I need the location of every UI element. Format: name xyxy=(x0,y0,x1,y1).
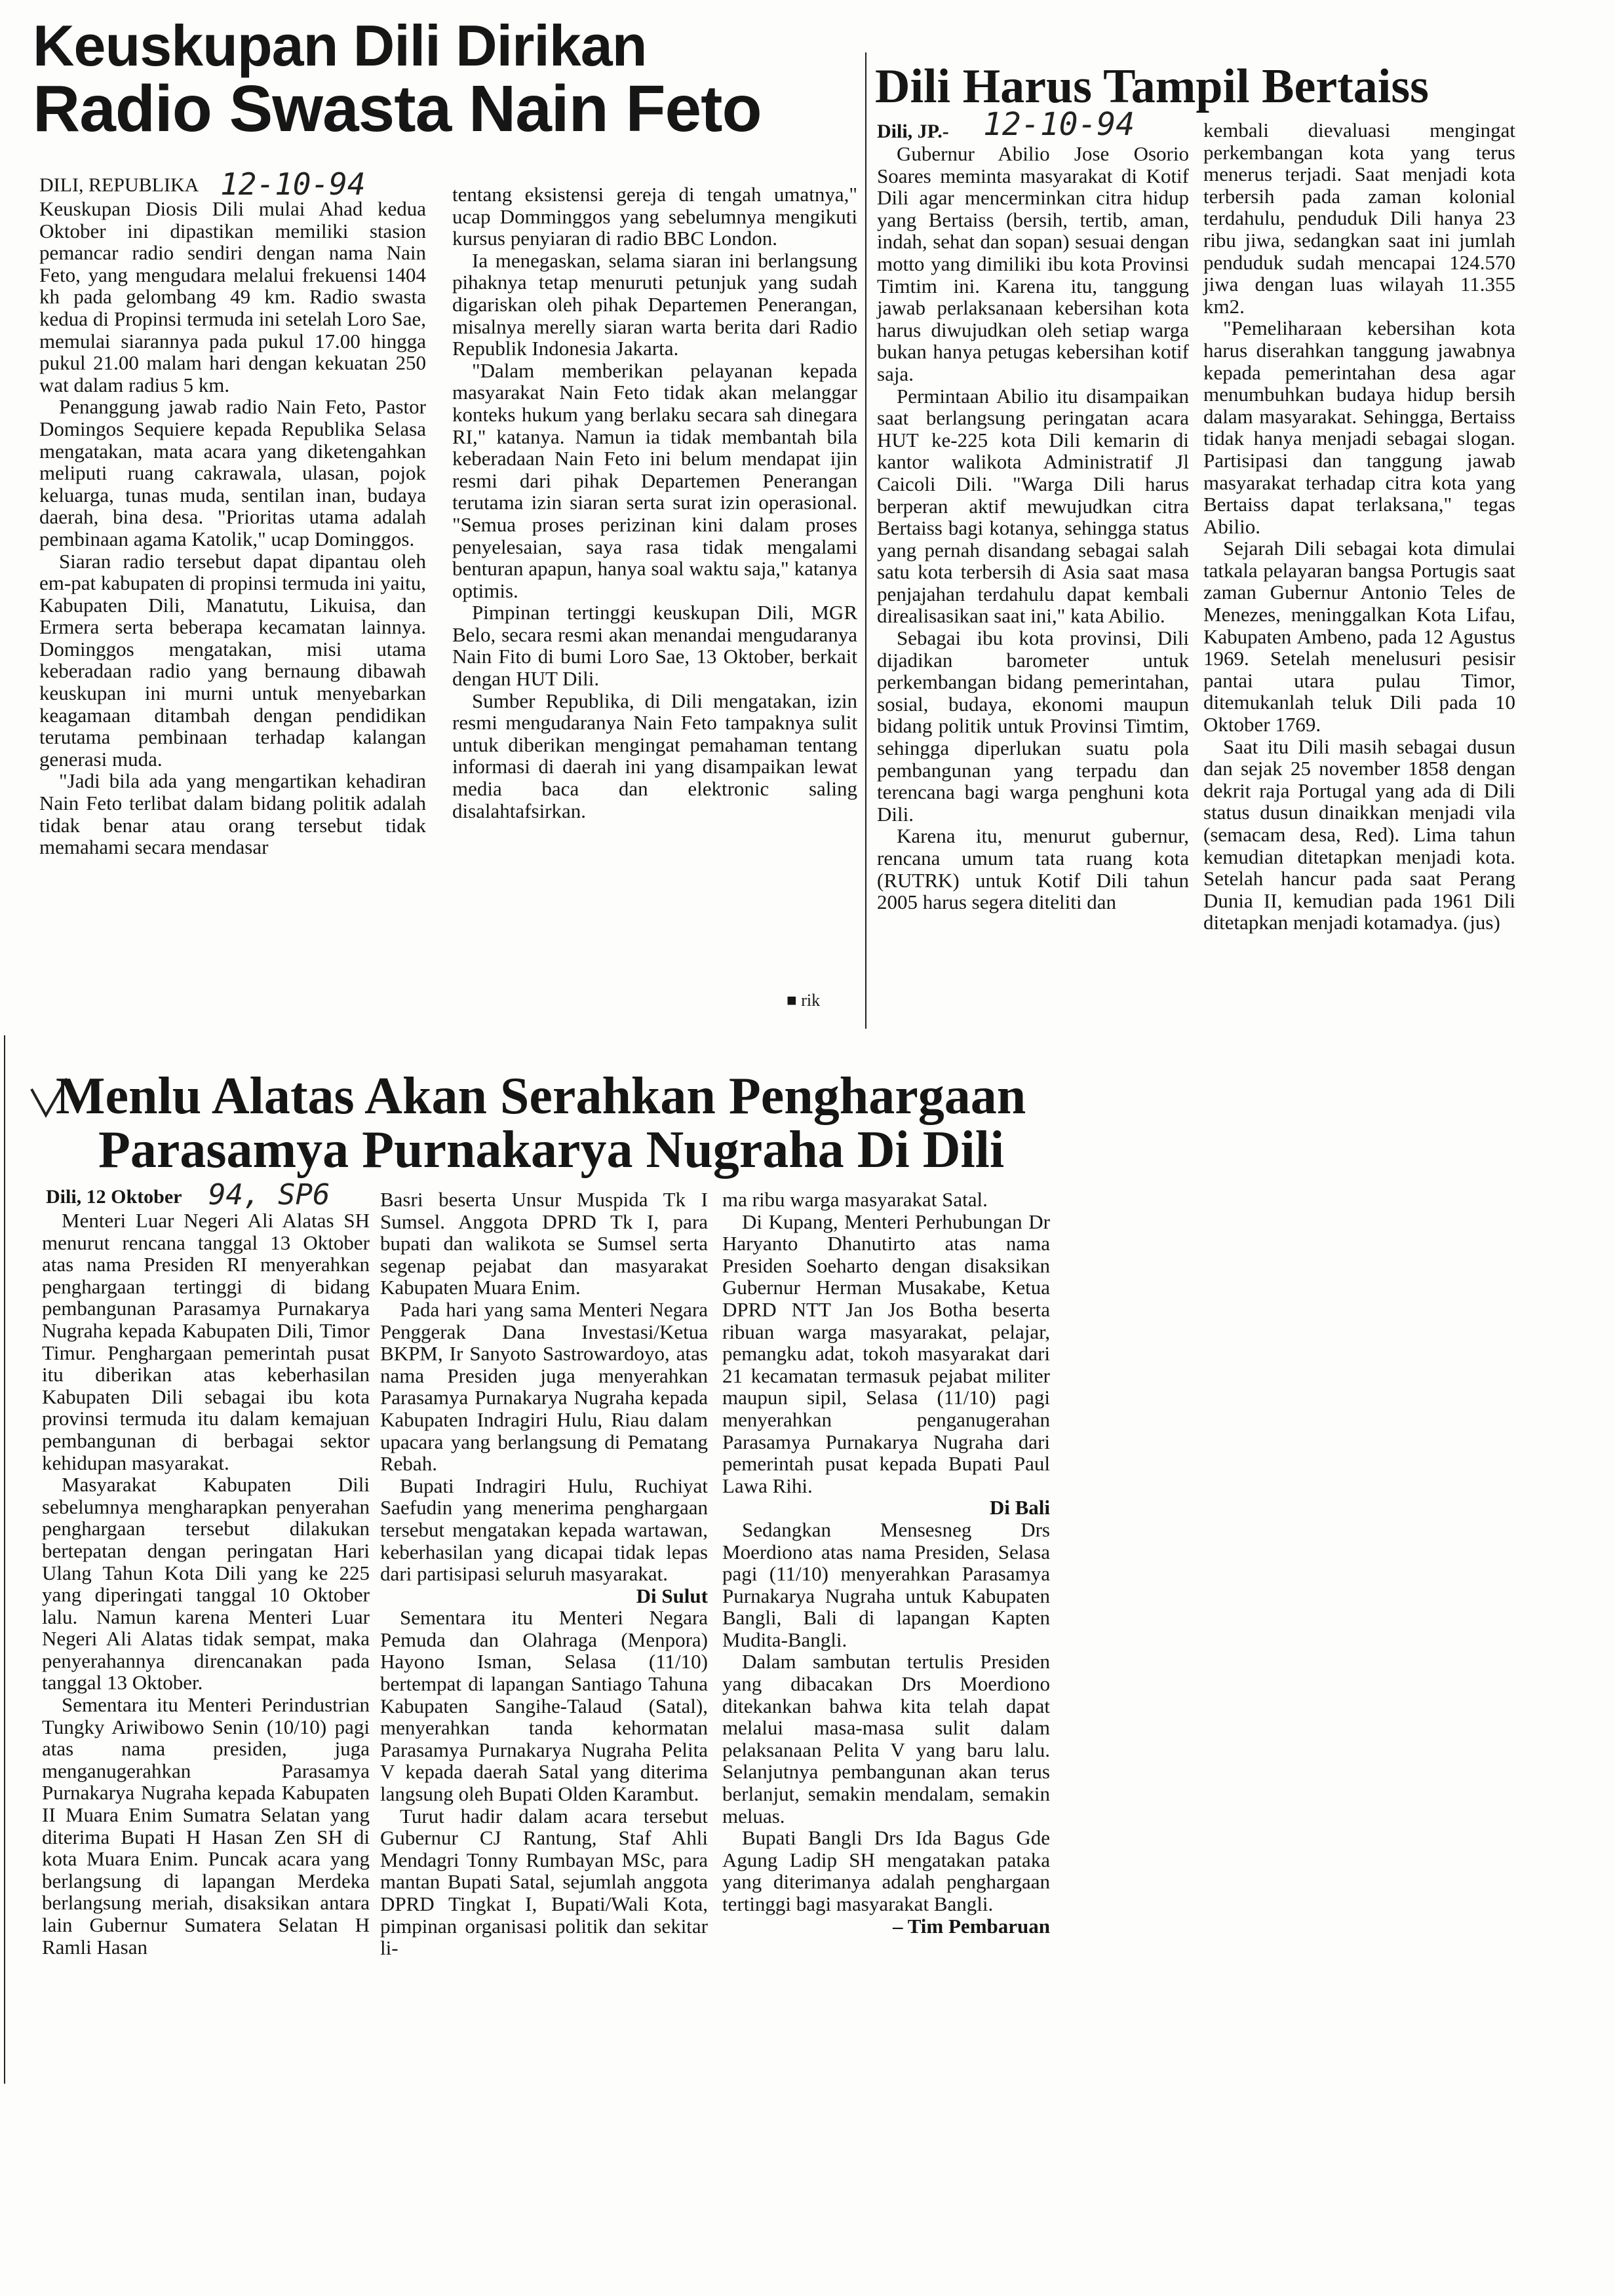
paragraph: Menteri Luar Negeri Ali Alatas SH menurut rencana tanggal 13 Oktober atas nama Presiden RI menyerahkan penghargaan tertinggi di bidang pembangunan Parasamya Purnakarya Nugraha kepada Kabupaten Dili, Timor Timur. Penghargaan pemerintah pusat itu diberikan atas keberhasilan Kabupaten Dili sebagai ibu kota provinsi termuda itu dalam kemajuan pembangunan di berbagai sektor kehidupan masyarakat. xyxy=(42,1209,370,1474)
paragraph: Saat itu Dili masih sebagai dusun dan sejak 25 november 1858 dengan dekrit raja Portugal yang ada di Dili status dusun dinaikkan menjadi vila (semacam desa, Red). Lima tahun kemudian ditetapkan menjadi kota. Setelah hancur pada saat Perang Dunia II, kemudian pada 1961 Dili ditetapkan menjadi kotamadya. (jus) xyxy=(1203,735,1515,934)
paragraph: Dalam sambutan tertulis Presiden yang dibacakan Drs Moerdiono ditekankan bahwa kita telah dapat melalui masa-masa sulit dalam pelaksanaan Pelita V yang baru lalu. Selanjutnya pembangunan akan terus berlanjut, semakin mendalam, semakin meluas. xyxy=(722,1650,1050,1827)
paragraph: Bupati Indragiri Hulu, Ruchiyat Saefudin yang menerima penghargaan tersebut mengatakan kepada wartawan, keberhasilan yang dicapai tidak lepas dari partisipasi seluruh masyarakat. xyxy=(380,1474,708,1586)
paragraph: Sejarah Dili sebagai kota dimulai tatkala pelayaran bangsa Portugis saat zaman Gubernur Antonio Teles de Menezes, meninggalkan Kota Lifau, Kabupaten Ambeno, pada 12 Agustus 1969. Setelah menelusuri pesisir pantai utara pulau Timor, ditemukanlah teluk Dili pada 10 Oktober 1769. xyxy=(1203,537,1515,737)
paragraph: Sementara itu Menteri Perindustrian Tungky Ariwibowo Senin (10/10) pagi atas nama presiden, juga menganugerahkan Parasamya Purnakarya Nugraha kepada Kabupaten II Muara Enim Sumatra Selatan yang diterima Bupati H Hasan Zen SH di kota Muara Enim. Puncak acara yang berlangsung di lapangan Merdeka berlangsung meriah, disaksikan antara lain Gubernur Sumatera Selatan H Ramli Hasan xyxy=(42,1693,370,1959)
paragraph: Masyarakat Kabupaten Dili sebelumnya mengharapkan penyerahan penghargaan tersebut dilakukan bertepatan dengan peringatan Hari Ulang Tahun Kota Dili yang ke 225 yang diperingati tanggal 10 Oktober lalu. Namun karena Menteri Luar Negeri Ali Alatas tidak sempat, maka penyerahannya direncanakan pada tanggal 13 Oktober. xyxy=(42,1473,370,1694)
paragraph: Siaran radio tersebut dapat dipantau oleh em-pat kabupaten di propinsi termuda ini yaitu, Kabupaten Dili, Manatutu, Likuisa, dan Ermera serta beberapa kecamatan lainnya. Dominggos mengatakan, misi utama keberadaan radio yang bernaung dibawah keuskupan ini murni untuk menyebarkan keagamaan ditambah dengan pendidikan terutama pembinaan terhadap kalangan generasi muda. xyxy=(39,549,426,771)
signoff: – Tim Pembaruan xyxy=(893,1914,1050,1938)
clipping-edge xyxy=(4,1035,5,2084)
headline-line-1: Menlu Alatas Akan Serahkan Penghargaan xyxy=(56,1067,1026,1125)
paragraph: Gubernur Abilio Jose Osorio Soares meminta masyarakat di Kotif Dili agar mencerminkan citra hidup yang Bertaiss (bersih, tertib, aman, indah, sehat dan sopan) sesuai dengan motto yang dimiliki ibu kota Provinsi Timtim ini. Karena itu, tanggung jawab perlaksanaan kebersihan kota harus diwujudkan oleh setiap warga bukan hanya petugas kebersihan kotif saja. xyxy=(877,142,1189,385)
article3-column-3 xyxy=(722,1189,1050,1937)
paragraph: Bupati Bangli Drs Ida Bagus Gde Agung Ladip SH mengatakan pataka yang diterimanya adalah penghargaan tertinggi bagi masyarakat Bangli. xyxy=(722,1826,1050,1915)
paragraph: Pimpinan tertinggi keuskupan Dili, MGR Belo, secara resmi akan menandai mengudaranya Nain Fito di bumi Loro Sae, 13 Oktober, berkait dengan HUT Dili. xyxy=(452,601,857,691)
column-divider xyxy=(865,52,866,1029)
paragraph: Keuskupan Diosis Dili mulai Ahad kedua Oktober ini dipastikan memiliki stasion pemancar radio sendiri dengan nama Nain Feto, yang mengudara melalui frekuensi 1404 kh pada gelombang 49 km. Radio swasta kedua di Propinsi termuda ini setelah Loro Sae, memulai siarannya pada pukul 17.00 hingga pukul 21.00 malam hari dengan kekuatan 250 wat dalam radius 5 km. xyxy=(39,197,426,396)
headline-line-1: Keuskupan Dili Dirikan xyxy=(33,13,647,78)
article1-column-2 xyxy=(452,183,857,822)
paragraph: kembali dievaluasi mengingat perkembangan kota yang terus menerus terjadi. Saat menjadi kota terbersih pada zaman kolonial terdahulu, penduduk Dili hanya 23 ribu jiwa, sedangkan saat ini jumlah penduduk sudah mencapai 124.570 jiwa dengan luas wilayah 11.355 km2. xyxy=(1203,119,1515,318)
paragraph: "Jadi bila ada yang mengartikan kehadiran Nain Feto terlibat dalam bidang politik adalah tidak benar atau orang tersebut tidak memahami secara mendasar xyxy=(39,769,426,859)
paragraph: "Pemeliharaan kebersihan kota harus diserahkan tanggung jawabnya kepada pemerintahan desa agar menumbuhkan budaya hidup bersih dalam masyarakat. Sehingga, Bertaiss tidak hanya menjadi sebagai slogan. Partisipasi dan tanggung jawab masyarakat terhadap citra kota yang Bertaiss dapat terlaksana," tegas Abilio. xyxy=(1203,316,1515,538)
paragraph: Sebagai ibu kota provinsi, Dili dijadikan barometer untuk perkembangan bidang pemerintahan, sosial, budaya, ekonomi maupun bidang politik untuk Provinsi Timtim, sehingga diperlukan suatu pola pembangunan yang terpadu dan terencana bagi warga penghuni kota Dili. xyxy=(877,626,1189,826)
subheading-di-sulut: Di Sulut xyxy=(636,1584,708,1607)
dateline: Dili, 12 Oktober xyxy=(46,1186,182,1208)
paragraph: Karena itu, menurut gubernur, rencana umum tata ruang kota (RUTRK) untuk Kotif Dili tahun 2005 harus segera diteliti dan xyxy=(877,824,1189,914)
paragraph: tentang eksistensi gereja di tengah umatnya," ucap Domminggos yang sebelumnya mengikuti kursus penyiaran di radio BBC London. xyxy=(452,183,857,250)
handwritten-date: 12-10-94 xyxy=(983,106,1135,143)
paragraph: Sementara itu Menteri Negara Pemuda dan Olahraga (Menpora) Hayono Isman, Selasa (11/10) bertempat di lapangan Santiago Tahuna Kabupaten Sangihe-Talaud (Satal), menyerahkan tanda kehormatan Parasamya Purnakarya Nugraha Pelita V kepada daerah Satal yang diterima langsung oleh Bupati Olden Karambut. xyxy=(380,1606,708,1806)
article2-column-1 xyxy=(877,143,1189,913)
paragraph: ma ribu warga masyarakat Satal. xyxy=(722,1188,988,1211)
paragraph: Permintaan Abilio itu disampaikan saat berlangsung peringatan acara HUT ke-225 kota Dili kemarin di kantor walikota Administratif Jl Caicoli Dili. "Warga Dili harus berperan aktif mewujudkan citra Bertaiss bagi kotanya, sehingga status yang pernah disandang sebagai salah satu kota terbersih di Asia saat masa penjajahan terdahulu dapat kembali direalisasikan saat ini," kata Abilio. xyxy=(877,384,1189,628)
paragraph: Di Kupang, Menteri Perhubungan Dr Haryanto Dhanutirto atas nama Presiden Soeharto dengan disaksikan Gubernur Herman Musakabe, Ketua DPRD NTT Jan Jos Botha beserta ribuan warga masyarakat, pelajar, pemangku adat, tokoh masyarakat dari 21 kecamatan termasuk pejabat militer maupun sipil, Selasa (11/10) pagi menyerahkan penganugerahan Parasamya Purnakarya Nugraha dari pemerintah pusat kepada Bupati Paul Lawa Rihi. xyxy=(722,1210,1050,1497)
article2-column-2 xyxy=(1203,119,1515,934)
handwritten-date: 12-10-94 xyxy=(220,166,366,202)
paragraph: Ia menegaskan, selama siaran ini berlangsung pihaknya tetap menuruti petunjuk yang sudah digariskan oleh pihak Departemen Penerangan, misalnya merelly siaran warta berita dari Radio Republik Indonesia Jakarta. xyxy=(452,248,857,360)
paragraph: Turut hadir dalam acara tersebut Gubernur CJ Rantung, Staf Ahli Mendagri Tonny Rumbayan MSc, para mantan Bupati Satal, sejumlah anggota DPRD Tingkat I, Bupati/Wali Kota, pimpinan organisasi politik dan sekitar li- xyxy=(380,1804,708,1960)
article3-column-1 xyxy=(42,1210,370,1958)
dateline: DILI, REPUBLIKA xyxy=(39,174,199,196)
handwritten-date: 94, SP6 xyxy=(208,1178,330,1212)
subheading-di-bali: Di Bali xyxy=(989,1496,1050,1520)
article3-column-2 xyxy=(380,1189,708,1959)
headline-line-2: Radio Swasta Nain Feto xyxy=(33,72,762,145)
paragraph: Sedangkan Mensesneg Drs Moerdiono atas nama Presiden, Selasa pagi (11/10) menyerahkan Parasamya Purnakarya Nugraha untuk Kabupaten Bangli, Bali di lapangan Kapten Mudita-Bangli. xyxy=(722,1518,1050,1651)
dateline: Dili, JP.- xyxy=(877,121,949,142)
headline-line-2: Parasamya Purnakarya Nugraha Di Dili xyxy=(98,1121,1005,1179)
headline: Dili Harus Tampil Bertaiss xyxy=(875,60,1429,113)
paragraph: "Dalam memberikan pelayanan kepada masyarakat Nain Feto tidak akan melanggar konteks hukum yang berlaku secara sah dinegara RI," katanya. Namun ia tidak membantah bila keberadaan Nain Feto ini belum mendapat ijin resmi dari pihak Departemen Penerangan terutama izin siaran serta surat izin operasional. "Semua proses perizinan kini dalam proses penyelesaian, saya rasa tidak mengalami benturan apapun, hanya soal waktu saja," katanya optimis. xyxy=(452,358,857,602)
paragraph: Sumber Republika, di Dili mengatakan, izin resmi mengudaranya Nain Feto tampaknya sulit untuk diberikan mengingat pemahaman tentang informasi di daerah ini yang disampaikan lewat media baca dan elektronic saling disalahtafsirkan. xyxy=(452,689,857,822)
paragraph: Penanggung jawab radio Nain Feto, Pastor Domingos Sequiere kepada Republika Selasa mengatakan, mata acara yang diketengahkan meliputi ruang cakrawala, ulasan, pojok keluarga, tunas muda, sentilan inan, budaya daerah, bina desa. "Prioritas utama adalah pembinaan agama Katolik," ucap Dominggos. xyxy=(39,395,426,550)
article1-column-1 xyxy=(39,198,426,858)
paragraph: Pada hari yang sama Menteri Negara Penggerak Dana Investasi/Ketua BKPM, Ir Sanyoto Sastrowardoyo, atas nama Presiden juga menyerahkan Parasamya Purnakarya Nugraha kepada Kabupaten Indragiri Hulu, Riau dalam upacara yang berlangsung di Pematang Rebah. xyxy=(380,1297,708,1476)
signoff: ■ rik xyxy=(787,991,821,1010)
paragraph: Basri beserta Unsur Muspida Tk I Sumsel. Anggota DPRD Tk I, para bupati dan walikota se Sumsel serta segenap pejabat dan masyarakat Kabupaten Muara Enim. xyxy=(380,1188,708,1299)
